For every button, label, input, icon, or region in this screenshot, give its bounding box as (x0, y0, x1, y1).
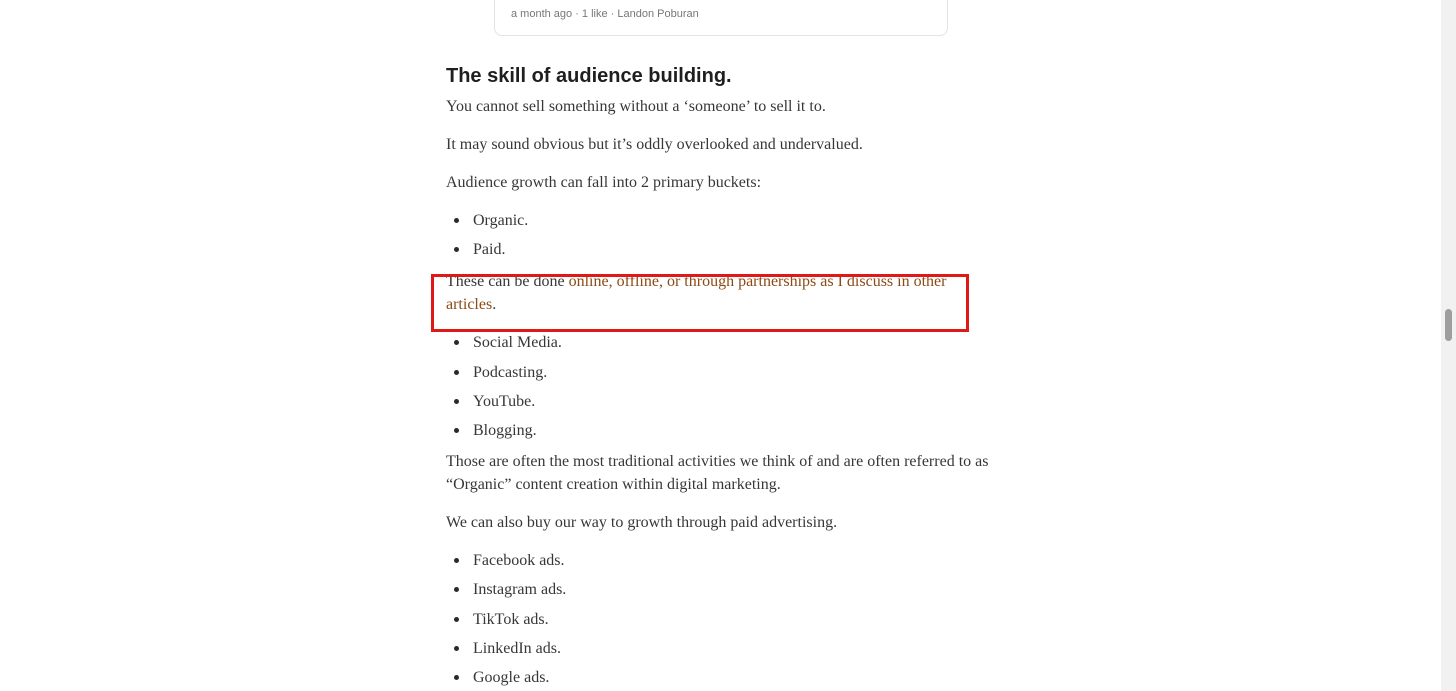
list-item (446, 637, 996, 660)
list-item-text: Organic. (473, 212, 529, 229)
paragraph-2: It may sound obvious but it’s oddly overlooked and undervalued. (446, 136, 863, 153)
bullet-icon (454, 587, 459, 592)
bullet-icon (454, 617, 459, 622)
list-item (446, 238, 996, 261)
list-item-text: Facebook ads. (473, 552, 565, 570)
vertical-scrollbar[interactable] (1441, 0, 1456, 691)
articles-link[interactable]: online, offline, or through partnerships as I discuss in other articles (446, 273, 947, 314)
list-item-text: Paid. (473, 241, 506, 259)
list-item-text: Social Media. (473, 334, 562, 352)
bullet-icon (454, 218, 459, 223)
list-item (446, 578, 996, 601)
article-body (446, 60, 996, 691)
buckets-list (446, 209, 996, 261)
list-item (446, 608, 996, 631)
bullet-icon (454, 558, 459, 563)
paragraph-4-prefix: These can be done (446, 273, 569, 291)
list-item-text: Instagram ads. (473, 581, 567, 599)
bullet-icon (454, 247, 459, 252)
bullet-icon (454, 399, 459, 404)
list-item (446, 390, 996, 413)
list-item-text: TikTok ads. (473, 610, 549, 628)
paragraph-4-suffix: . (492, 296, 497, 314)
paid-channels-list (446, 549, 996, 689)
paragraph-4 (446, 270, 996, 316)
list-item-text: Podcasting. (473, 363, 548, 381)
list-item (446, 331, 996, 354)
list-item-text: LinkedIn ads. (473, 640, 561, 658)
paragraph-1: You cannot sell something without a ‘someone’ to sell it to. (446, 98, 826, 115)
organic-channels-list (446, 331, 996, 442)
comment-meta: a month ago · 1 like · Landon Poburan (511, 8, 699, 20)
comment-card[interactable] (494, 0, 948, 36)
list-item (446, 209, 996, 232)
list-item-text: Blogging. (473, 422, 537, 440)
paragraph-3: Audience growth can fall into 2 primary buckets: (446, 174, 762, 191)
list-item (446, 419, 996, 442)
bullet-icon (454, 675, 459, 680)
bullet-icon (454, 370, 459, 375)
list-item (446, 361, 996, 384)
section-heading: The skill of audience building. (446, 65, 732, 87)
bullet-icon (454, 340, 459, 345)
paragraph-6: We can also buy our way to growth through paid advertising. (446, 514, 838, 532)
list-item-text: Google ads. (473, 669, 550, 687)
list-item-text: YouTube. (473, 392, 536, 410)
list-item (446, 666, 996, 689)
scrollbar-thumb[interactable] (1445, 309, 1452, 341)
list-item (446, 549, 996, 572)
bullet-icon (454, 646, 459, 651)
paragraph-5: Those are often the most traditional activities we think of and are often referred to as “Organic” content creation within digital marketing. (446, 453, 989, 494)
bullet-icon (454, 428, 459, 433)
